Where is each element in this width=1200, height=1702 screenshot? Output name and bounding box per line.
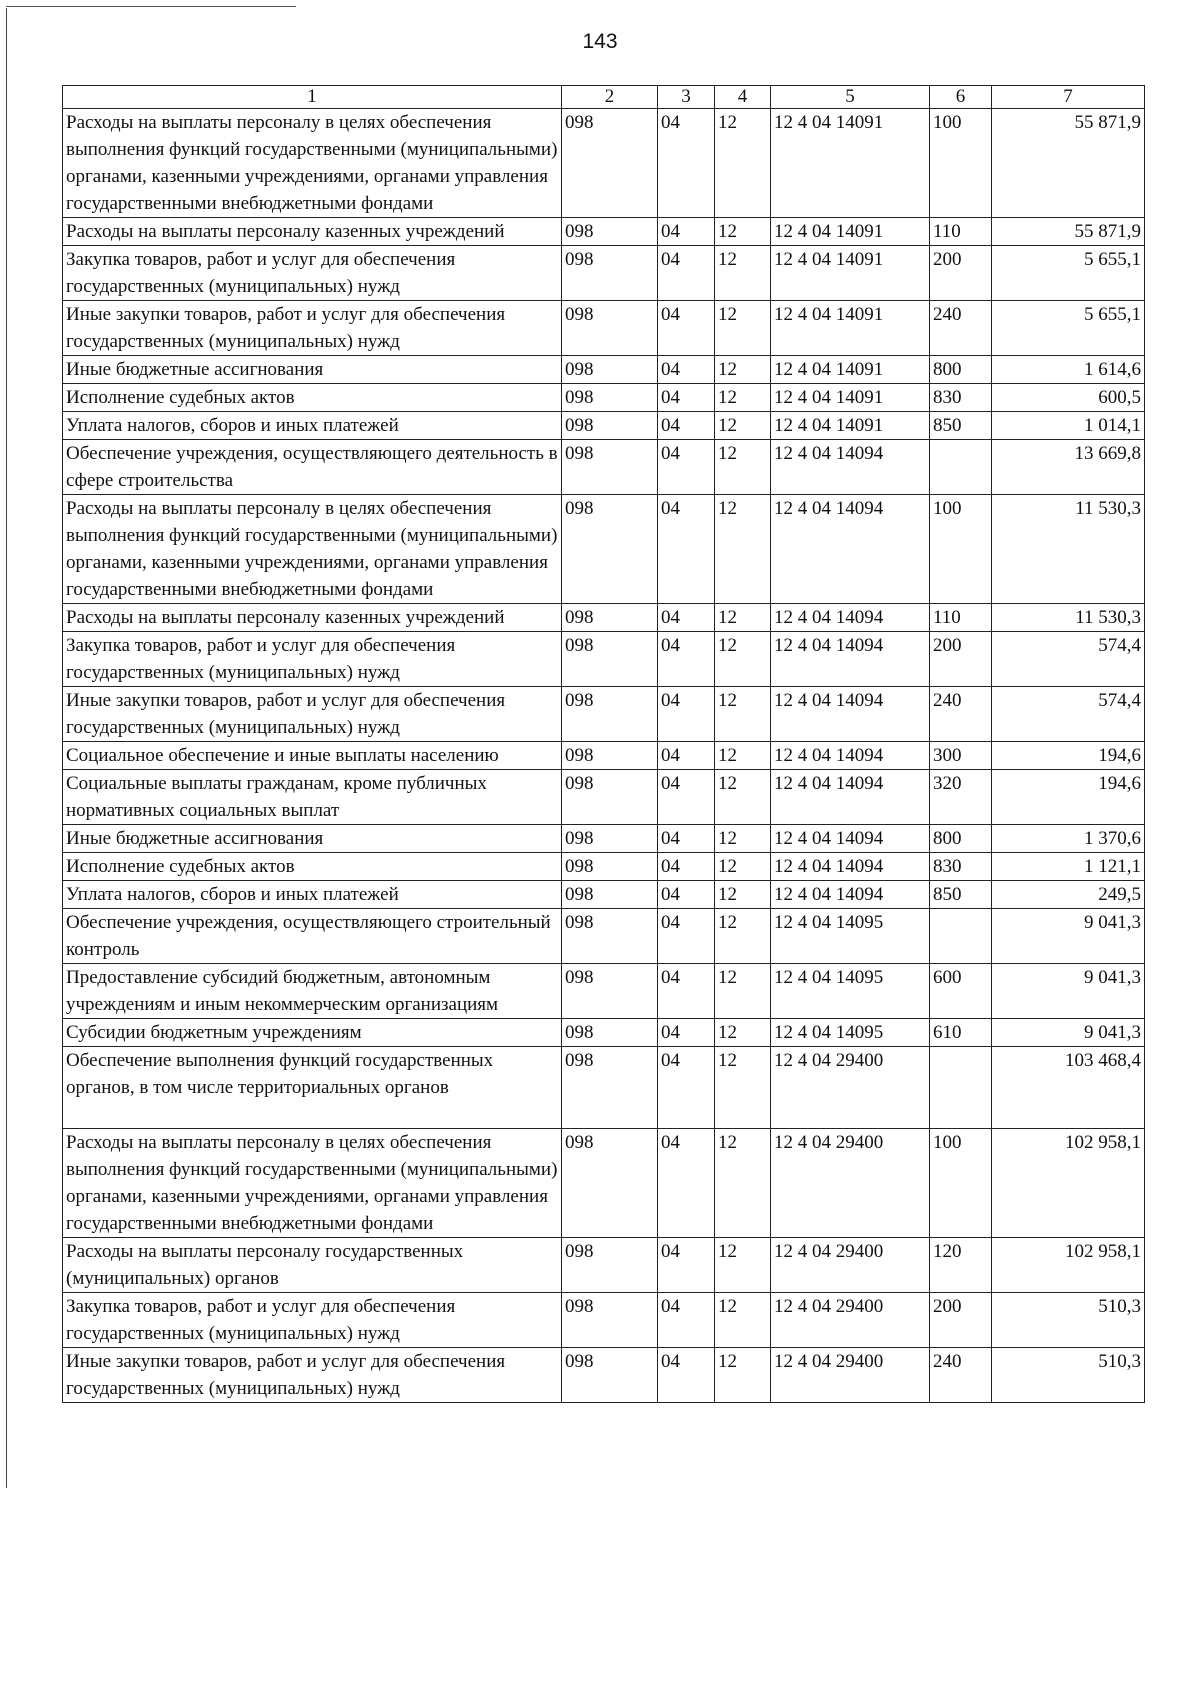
table-row: [63, 632, 1145, 687]
table-row: [63, 301, 1145, 356]
admin-code-cell: 098: [562, 218, 658, 246]
section-cell: 04: [658, 1019, 715, 1047]
amount-cell: 13 669,8: [992, 440, 1145, 495]
table-row: [63, 440, 1145, 495]
row-name-cell: Расходы на выплаты персоналу в целях обеспечения выполнения функций государственными (муниципальными) органами, казенными учреждениями, органами управления государственными внебюджетными фондами: [63, 495, 562, 604]
amount-cell: 194,6: [992, 742, 1145, 770]
expense-type-cell: 320: [930, 770, 992, 825]
section-cell: 04: [658, 825, 715, 853]
section-cell: 04: [658, 687, 715, 742]
target-article-cell: 12 4 04 29400: [771, 1238, 930, 1293]
expense-type-cell: 110: [930, 218, 992, 246]
amount-cell: 1 014,1: [992, 412, 1145, 440]
amount-cell: 102 958,1: [992, 1129, 1145, 1238]
expense-type-cell: 800: [930, 356, 992, 384]
expense-type-cell: 240: [930, 301, 992, 356]
amount-cell: 600,5: [992, 384, 1145, 412]
table-row: [63, 770, 1145, 825]
expense-type-cell: 850: [930, 412, 992, 440]
subsection-cell: 12: [715, 1047, 771, 1129]
row-name-cell: Предоставление субсидий бюджетным, автономным учреждениям и иным некоммерческим организациям: [63, 964, 562, 1019]
amount-cell: 194,6: [992, 770, 1145, 825]
table-row: [63, 1047, 1145, 1129]
header-cell: 5: [771, 86, 930, 109]
row-name-cell: Исполнение судебных актов: [63, 853, 562, 881]
admin-code-cell: 098: [562, 356, 658, 384]
target-article-cell: 12 4 04 14094: [771, 742, 930, 770]
expense-type-cell: 100: [930, 495, 992, 604]
table-row: [63, 218, 1145, 246]
amount-cell: 510,3: [992, 1348, 1145, 1403]
row-name-cell: Уплата налогов, сборов и иных платежей: [63, 881, 562, 909]
admin-code-cell: 098: [562, 604, 658, 632]
admin-code-cell: 098: [562, 632, 658, 687]
target-article-cell: 12 4 04 14094: [771, 440, 930, 495]
row-name-cell: Иные закупки товаров, работ и услуг для обеспечения государственных (муниципальных) нужд: [63, 301, 562, 356]
admin-code-cell: 098: [562, 246, 658, 301]
table-row: [63, 495, 1145, 604]
subsection-cell: 12: [715, 687, 771, 742]
table-row: [63, 909, 1145, 964]
amount-cell: 9 041,3: [992, 964, 1145, 1019]
expense-type-cell: 120: [930, 1238, 992, 1293]
amount-cell: 5 655,1: [992, 301, 1145, 356]
target-article-cell: 12 4 04 14094: [771, 495, 930, 604]
admin-code-cell: 098: [562, 440, 658, 495]
target-article-cell: 12 4 04 29400: [771, 1348, 930, 1403]
section-cell: 04: [658, 909, 715, 964]
expense-type-cell: 240: [930, 687, 992, 742]
amount-cell: 1 614,6: [992, 356, 1145, 384]
expense-type-cell: 830: [930, 853, 992, 881]
subsection-cell: 12: [715, 909, 771, 964]
header-cell: 6: [930, 86, 992, 109]
subsection-cell: 12: [715, 604, 771, 632]
row-name-cell: Расходы на выплаты персоналу казенных учреждений: [63, 218, 562, 246]
target-article-cell: 12 4 04 14091: [771, 301, 930, 356]
table-row: [63, 881, 1145, 909]
expense-type-cell: 850: [930, 881, 992, 909]
row-name-cell: Исполнение судебных актов: [63, 384, 562, 412]
row-name-cell: Иные бюджетные ассигнования: [63, 825, 562, 853]
section-cell: 04: [658, 301, 715, 356]
scan-edge-top: [6, 6, 296, 7]
expense-type-cell: 100: [930, 1129, 992, 1238]
section-cell: 04: [658, 1129, 715, 1238]
subsection-cell: 12: [715, 881, 771, 909]
section-cell: 04: [658, 853, 715, 881]
header-cell: 2: [562, 86, 658, 109]
row-name-cell: Иные закупки товаров, работ и услуг для обеспечения государственных (муниципальных) нужд: [63, 687, 562, 742]
admin-code-cell: 098: [562, 412, 658, 440]
section-cell: 04: [658, 218, 715, 246]
table-row: [63, 1348, 1145, 1403]
table-row: [63, 1019, 1145, 1047]
subsection-cell: 12: [715, 218, 771, 246]
target-article-cell: 12 4 04 29400: [771, 1129, 930, 1238]
amount-cell: 1 121,1: [992, 853, 1145, 881]
amount-cell: 1 370,6: [992, 825, 1145, 853]
target-article-cell: 12 4 04 14094: [771, 604, 930, 632]
subsection-cell: 12: [715, 1129, 771, 1238]
admin-code-cell: 098: [562, 909, 658, 964]
expense-type-cell: 200: [930, 246, 992, 301]
amount-cell: 249,5: [992, 881, 1145, 909]
expense-type-cell: 110: [930, 604, 992, 632]
amount-cell: 574,4: [992, 632, 1145, 687]
row-name-cell: Уплата налогов, сборов и иных платежей: [63, 412, 562, 440]
row-name-cell: Закупка товаров, работ и услуг для обеспечения государственных (муниципальных) нужд: [63, 246, 562, 301]
admin-code-cell: 098: [562, 1293, 658, 1348]
row-name-cell: Расходы на выплаты персоналу в целях обеспечения выполнения функций государственными (муниципальными) органами, казенными учреждениями, органами управления государственными внебюджетными фондами: [63, 109, 562, 218]
admin-code-cell: 098: [562, 1019, 658, 1047]
row-name-cell: Иные бюджетные ассигнования: [63, 356, 562, 384]
row-name-cell: Закупка товаров, работ и услуг для обеспечения государственных (муниципальных) нужд: [63, 632, 562, 687]
amount-cell: 103 468,4: [992, 1047, 1145, 1129]
amount-cell: 11 530,3: [992, 604, 1145, 632]
table-row: [63, 384, 1145, 412]
section-cell: 04: [658, 356, 715, 384]
admin-code-cell: 098: [562, 964, 658, 1019]
subsection-cell: 12: [715, 1293, 771, 1348]
section-cell: 04: [658, 604, 715, 632]
expense-type-cell: 830: [930, 384, 992, 412]
admin-code-cell: 098: [562, 1129, 658, 1238]
section-cell: 04: [658, 1047, 715, 1129]
target-article-cell: 12 4 04 14095: [771, 964, 930, 1019]
row-name-cell: Социальные выплаты гражданам, кроме публичных нормативных социальных выплат: [63, 770, 562, 825]
page-number: 143: [582, 30, 618, 53]
table-row: [63, 1293, 1145, 1348]
subsection-cell: 12: [715, 109, 771, 218]
target-article-cell: 12 4 04 14091: [771, 412, 930, 440]
expense-type-cell: 200: [930, 1293, 992, 1348]
row-name-cell: Обеспечение учреждения, осуществляющего деятельность в сфере строительства: [63, 440, 562, 495]
admin-code-cell: 098: [562, 495, 658, 604]
section-cell: 04: [658, 881, 715, 909]
table-row: [63, 604, 1145, 632]
table-row: [63, 853, 1145, 881]
admin-code-cell: 098: [562, 881, 658, 909]
subsection-cell: 12: [715, 770, 771, 825]
table-row: [63, 964, 1145, 1019]
subsection-cell: 12: [715, 384, 771, 412]
expense-type-cell: 610: [930, 1019, 992, 1047]
header-cell: 7: [992, 86, 1145, 109]
table-row: [63, 1238, 1145, 1293]
expense-type-cell: [930, 1047, 992, 1129]
table-row: [63, 109, 1145, 218]
row-name-cell: Обеспечение учреждения, осуществляющего строительный контроль: [63, 909, 562, 964]
expense-type-cell: 800: [930, 825, 992, 853]
target-article-cell: 12 4 04 14094: [771, 687, 930, 742]
amount-cell: 55 871,9: [992, 109, 1145, 218]
row-name-cell: Обеспечение выполнения функций государственных органов, в том числе территориальных органов: [63, 1047, 562, 1129]
amount-cell: 11 530,3: [992, 495, 1145, 604]
target-article-cell: 12 4 04 29400: [771, 1293, 930, 1348]
row-name-cell: Расходы на выплаты персоналу казенных учреждений: [63, 604, 562, 632]
row-name-cell: Расходы на выплаты персоналу государственных (муниципальных) органов: [63, 1238, 562, 1293]
header-row: [63, 86, 1145, 109]
row-name-cell: Субсидии бюджетным учреждениям: [63, 1019, 562, 1047]
admin-code-cell: 098: [562, 770, 658, 825]
section-cell: 04: [658, 495, 715, 604]
target-article-cell: 12 4 04 14094: [771, 881, 930, 909]
section-cell: 04: [658, 1293, 715, 1348]
table-row: [63, 246, 1145, 301]
budget-table: [62, 85, 1145, 1403]
subsection-cell: 12: [715, 825, 771, 853]
subsection-cell: 12: [715, 356, 771, 384]
section-cell: 04: [658, 412, 715, 440]
amount-cell: 102 958,1: [992, 1238, 1145, 1293]
row-name-cell: Социальное обеспечение и иные выплаты населению: [63, 742, 562, 770]
subsection-cell: 12: [715, 301, 771, 356]
amount-cell: 9 041,3: [992, 1019, 1145, 1047]
admin-code-cell: 098: [562, 825, 658, 853]
expense-type-cell: 200: [930, 632, 992, 687]
expense-type-cell: [930, 909, 992, 964]
table-row: [63, 356, 1145, 384]
admin-code-cell: 098: [562, 853, 658, 881]
expense-type-cell: 600: [930, 964, 992, 1019]
subsection-cell: 12: [715, 1348, 771, 1403]
amount-cell: 55 871,9: [992, 218, 1145, 246]
header-cell: 4: [715, 86, 771, 109]
target-article-cell: 12 4 04 29400: [771, 1047, 930, 1129]
subsection-cell: 12: [715, 742, 771, 770]
section-cell: 04: [658, 246, 715, 301]
header-cell: 1: [63, 86, 562, 109]
subsection-cell: 12: [715, 495, 771, 604]
section-cell: 04: [658, 384, 715, 412]
row-name-cell: Расходы на выплаты персоналу в целях обеспечения выполнения функций государственными (муниципальными) органами, казенными учреждениями, органами управления государственными внебюджетными фондами: [63, 1129, 562, 1238]
target-article-cell: 12 4 04 14094: [771, 853, 930, 881]
section-cell: 04: [658, 1238, 715, 1293]
expense-type-cell: [930, 440, 992, 495]
subsection-cell: 12: [715, 246, 771, 301]
expense-type-cell: 240: [930, 1348, 992, 1403]
row-name-cell: Закупка товаров, работ и услуг для обеспечения государственных (муниципальных) нужд: [63, 1293, 562, 1348]
target-article-cell: 12 4 04 14094: [771, 632, 930, 687]
target-article-cell: 12 4 04 14091: [771, 246, 930, 301]
table-row: [63, 1129, 1145, 1238]
section-cell: 04: [658, 109, 715, 218]
target-article-cell: 12 4 04 14095: [771, 909, 930, 964]
target-article-cell: 12 4 04 14094: [771, 770, 930, 825]
admin-code-cell: 098: [562, 1047, 658, 1129]
subsection-cell: 12: [715, 853, 771, 881]
subsection-cell: 12: [715, 440, 771, 495]
admin-code-cell: 098: [562, 687, 658, 742]
target-article-cell: 12 4 04 14094: [771, 825, 930, 853]
subsection-cell: 12: [715, 632, 771, 687]
target-article-cell: 12 4 04 14095: [771, 1019, 930, 1047]
admin-code-cell: 098: [562, 301, 658, 356]
section-cell: 04: [658, 440, 715, 495]
row-name-cell: Иные закупки товаров, работ и услуг для обеспечения государственных (муниципальных) нужд: [63, 1348, 562, 1403]
target-article-cell: 12 4 04 14091: [771, 384, 930, 412]
table-row: [63, 742, 1145, 770]
target-article-cell: 12 4 04 14091: [771, 356, 930, 384]
admin-code-cell: 098: [562, 742, 658, 770]
amount-cell: 574,4: [992, 687, 1145, 742]
section-cell: 04: [658, 770, 715, 825]
scan-edge-left: [6, 8, 7, 1488]
target-article-cell: 12 4 04 14091: [771, 218, 930, 246]
admin-code-cell: 098: [562, 1238, 658, 1293]
table-row: [63, 825, 1145, 853]
admin-code-cell: 098: [562, 109, 658, 218]
subsection-cell: 12: [715, 1238, 771, 1293]
amount-cell: 5 655,1: [992, 246, 1145, 301]
amount-cell: 510,3: [992, 1293, 1145, 1348]
table-row: [63, 412, 1145, 440]
target-article-cell: 12 4 04 14091: [771, 109, 930, 218]
subsection-cell: 12: [715, 964, 771, 1019]
section-cell: 04: [658, 964, 715, 1019]
header-cell: 3: [658, 86, 715, 109]
section-cell: 04: [658, 1348, 715, 1403]
admin-code-cell: 098: [562, 1348, 658, 1403]
table-row: [63, 687, 1145, 742]
amount-cell: 9 041,3: [992, 909, 1145, 964]
section-cell: 04: [658, 742, 715, 770]
subsection-cell: 12: [715, 412, 771, 440]
expense-type-cell: 300: [930, 742, 992, 770]
expense-type-cell: 100: [930, 109, 992, 218]
subsection-cell: 12: [715, 1019, 771, 1047]
section-cell: 04: [658, 632, 715, 687]
admin-code-cell: 098: [562, 384, 658, 412]
